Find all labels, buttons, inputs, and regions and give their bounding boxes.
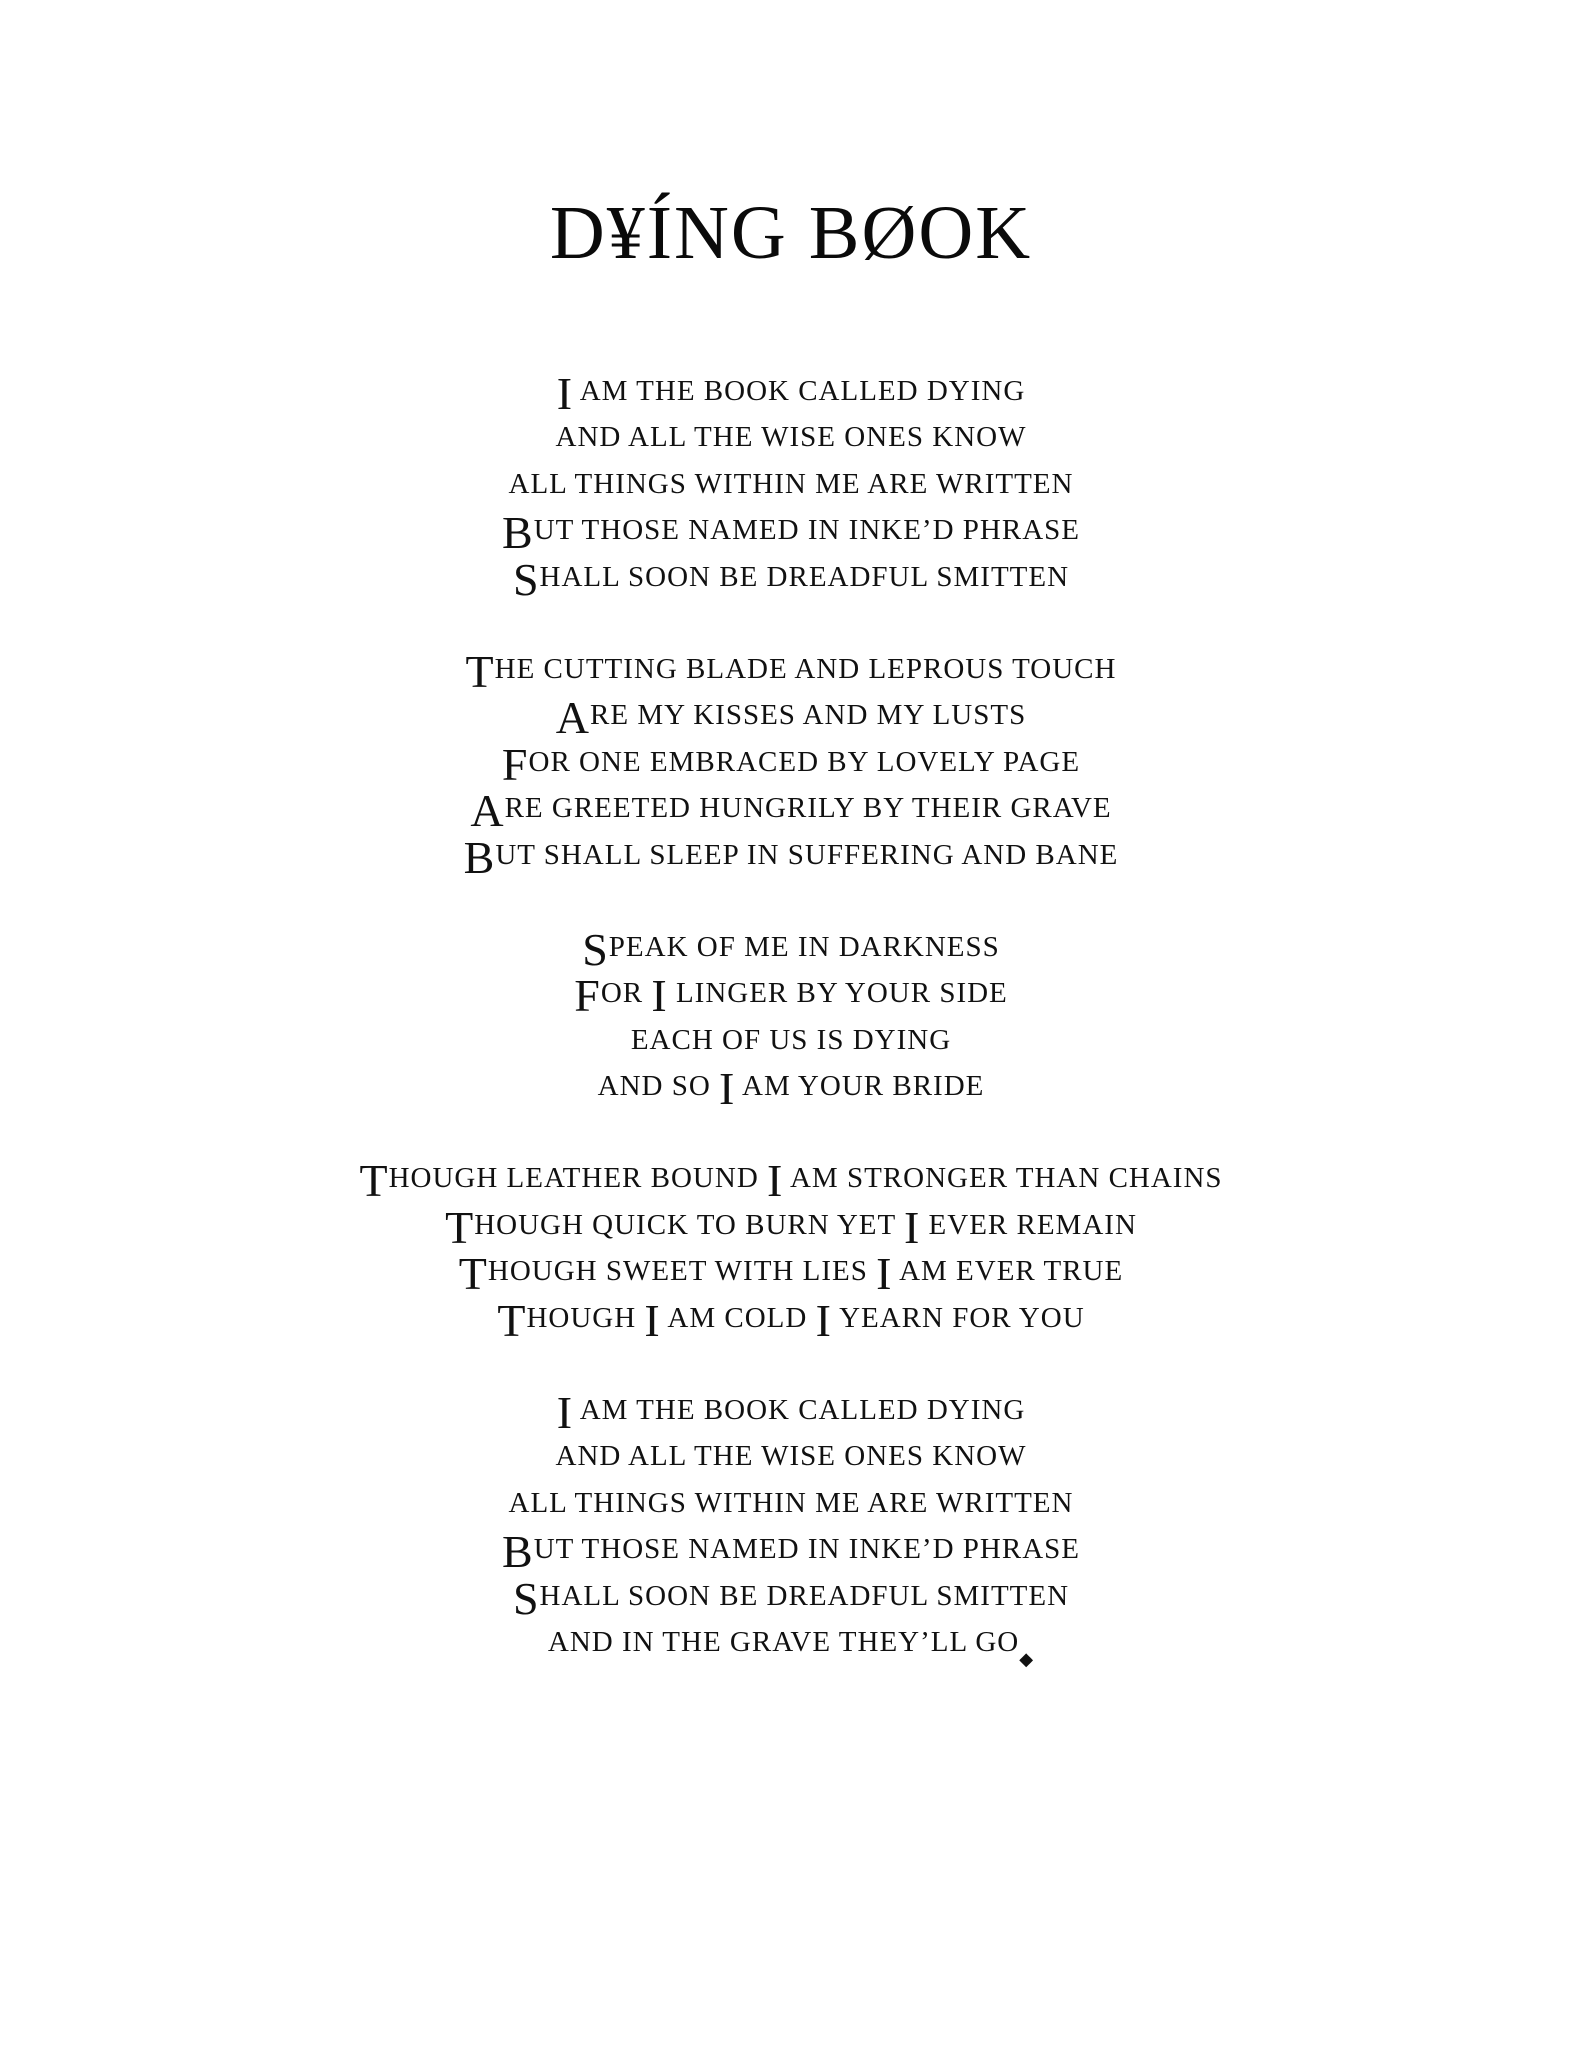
poem-line xyxy=(0,785,1582,837)
title-letter: D xyxy=(549,191,607,275)
drop-cap-initial: S xyxy=(512,1572,540,1624)
line-text: AND SO xyxy=(597,1070,720,1103)
line-text: AM THE BOOK CALLED DYING xyxy=(573,1394,1026,1427)
poem-line xyxy=(0,831,1582,883)
line-text: AM YOUR BRIDE xyxy=(735,1070,985,1103)
drop-cap-initial: F xyxy=(501,738,529,790)
line-text: AND ALL THE WISE ONES KNOW xyxy=(555,421,1027,454)
stanza xyxy=(0,645,1582,883)
drop-cap-initial: T xyxy=(458,1248,488,1300)
line-text: AM COLD xyxy=(660,1301,816,1334)
line-text: AND IN THE GRAVE THEY’LL GO xyxy=(547,1625,1020,1658)
line-text: UT THOSE NAMED IN INKE’D PHRASE xyxy=(533,514,1080,547)
poem-line xyxy=(0,923,1582,975)
poem-line xyxy=(0,1480,1582,1526)
poem-line xyxy=(0,507,1582,559)
title-letter-stylized-o: Ø xyxy=(861,191,919,275)
drop-cap-initial: T xyxy=(445,1201,475,1253)
poem-line xyxy=(0,1155,1582,1207)
line-text: HE CUTTING BLADE AND LEPROUS TOUCH xyxy=(494,652,1117,685)
poem-line xyxy=(0,553,1582,605)
drop-cap-initial: A xyxy=(555,692,591,744)
line-text: UT SHALL SLEEP IN SUFFERING AND BANE xyxy=(495,838,1119,871)
title-letter-stylized-y: ¥ xyxy=(606,191,647,275)
drop-cap-initial: I xyxy=(876,1248,893,1300)
line-text: RE GREETED HUNGRILY BY THEIR GRAVE xyxy=(504,792,1112,825)
line-text: HOUGH xyxy=(526,1301,645,1334)
line-text: EACH OF US IS DYING xyxy=(630,1023,952,1056)
poem-line xyxy=(0,1572,1582,1624)
stanza xyxy=(0,368,1582,605)
poem-line xyxy=(0,1063,1582,1115)
drop-cap-initial: S xyxy=(512,553,540,605)
line-text: AND ALL THE WISE ONES KNOW xyxy=(555,1440,1027,1473)
poem-body xyxy=(0,368,1582,1711)
drop-cap-initial: I xyxy=(815,1294,832,1346)
poem-line xyxy=(0,738,1582,790)
poem-line xyxy=(0,1433,1582,1479)
drop-cap-initial: I xyxy=(767,1155,784,1207)
title-letter-stylized-g: G xyxy=(730,191,788,275)
drop-cap-initial: F xyxy=(574,970,601,1022)
line-text: AM STRONGER THAN CHAINS xyxy=(783,1162,1223,1195)
line-text: ALL THINGS WITHIN ME ARE WRITTEN xyxy=(508,1486,1074,1519)
line-text: ALL THINGS WITHIN ME ARE WRITTEN xyxy=(508,467,1074,500)
line-text: LINGER BY YOUR SIDE xyxy=(667,977,1008,1010)
poem-line xyxy=(0,1017,1582,1063)
line-text: HALL SOON BE DREADFUL SMITTEN xyxy=(539,1579,1070,1612)
drop-cap-initial: I xyxy=(644,1294,661,1346)
line-text: YEARN FOR YOU xyxy=(831,1301,1085,1334)
drop-cap-initial: T xyxy=(359,1155,389,1207)
drop-cap-initial: B xyxy=(502,1526,534,1578)
drop-cap-initial: A xyxy=(470,785,505,837)
page-title xyxy=(0,190,1582,277)
poem-line xyxy=(0,645,1582,697)
line-text: AM THE BOOK CALLED DYING xyxy=(573,375,1026,407)
line-text: HOUGH QUICK TO BURN YET xyxy=(474,1208,904,1241)
poem-line xyxy=(0,1619,1582,1669)
poem-line xyxy=(0,1201,1582,1253)
poem-line xyxy=(0,1387,1582,1439)
drop-cap-initial: I xyxy=(903,1201,921,1253)
stanza xyxy=(0,1155,1582,1346)
title-letter: N xyxy=(674,191,731,275)
line-text: AM EVER TRUE xyxy=(892,1255,1124,1288)
line-text: PEAK OF ME IN DARKNESS xyxy=(608,930,1000,963)
title-letter: B xyxy=(808,191,862,275)
line-text: HOUGH SWEET WITH LIES xyxy=(487,1255,877,1288)
poem-line xyxy=(0,461,1582,507)
poem-line xyxy=(0,414,1582,460)
poem-line xyxy=(0,1294,1582,1346)
drop-cap-initial: I xyxy=(651,970,668,1022)
drop-cap-initial: I xyxy=(556,1387,574,1439)
poem-line xyxy=(0,1526,1582,1578)
drop-cap-initial: T xyxy=(465,645,495,697)
drop-cap-initial: I xyxy=(556,368,574,419)
drop-cap-initial: B xyxy=(463,831,496,883)
poem-line xyxy=(0,368,1582,419)
line-text: HALL SOON BE DREADFUL SMITTEN xyxy=(539,560,1070,593)
drop-cap-initial: S xyxy=(582,923,609,975)
line-text: OR xyxy=(600,977,652,1010)
drop-cap-initial: T xyxy=(497,1294,527,1346)
title-letter-stylized-i: Í xyxy=(646,191,675,275)
poem-line xyxy=(0,970,1582,1022)
poem-line xyxy=(0,1248,1582,1300)
drop-cap-initial: I xyxy=(719,1063,736,1115)
title-letter: OK xyxy=(918,191,1033,275)
line-text: RE MY KISSES AND MY LUSTS xyxy=(590,699,1027,732)
stanza xyxy=(0,1387,1582,1669)
poem-line xyxy=(0,692,1582,744)
line-text: UT THOSE NAMED IN INKE’D PHRASE xyxy=(533,1533,1080,1566)
line-text: EVER REMAIN xyxy=(920,1208,1137,1241)
line-text: OR ONE EMBRACED BY LOVELY PAGE xyxy=(528,745,1081,778)
stanza xyxy=(0,923,1582,1115)
drop-cap-initial: B xyxy=(502,507,534,559)
diamond-ornament-icon: ◆ xyxy=(1019,1648,1035,1669)
line-text: HOUGH LEATHER BOUND xyxy=(388,1162,768,1195)
